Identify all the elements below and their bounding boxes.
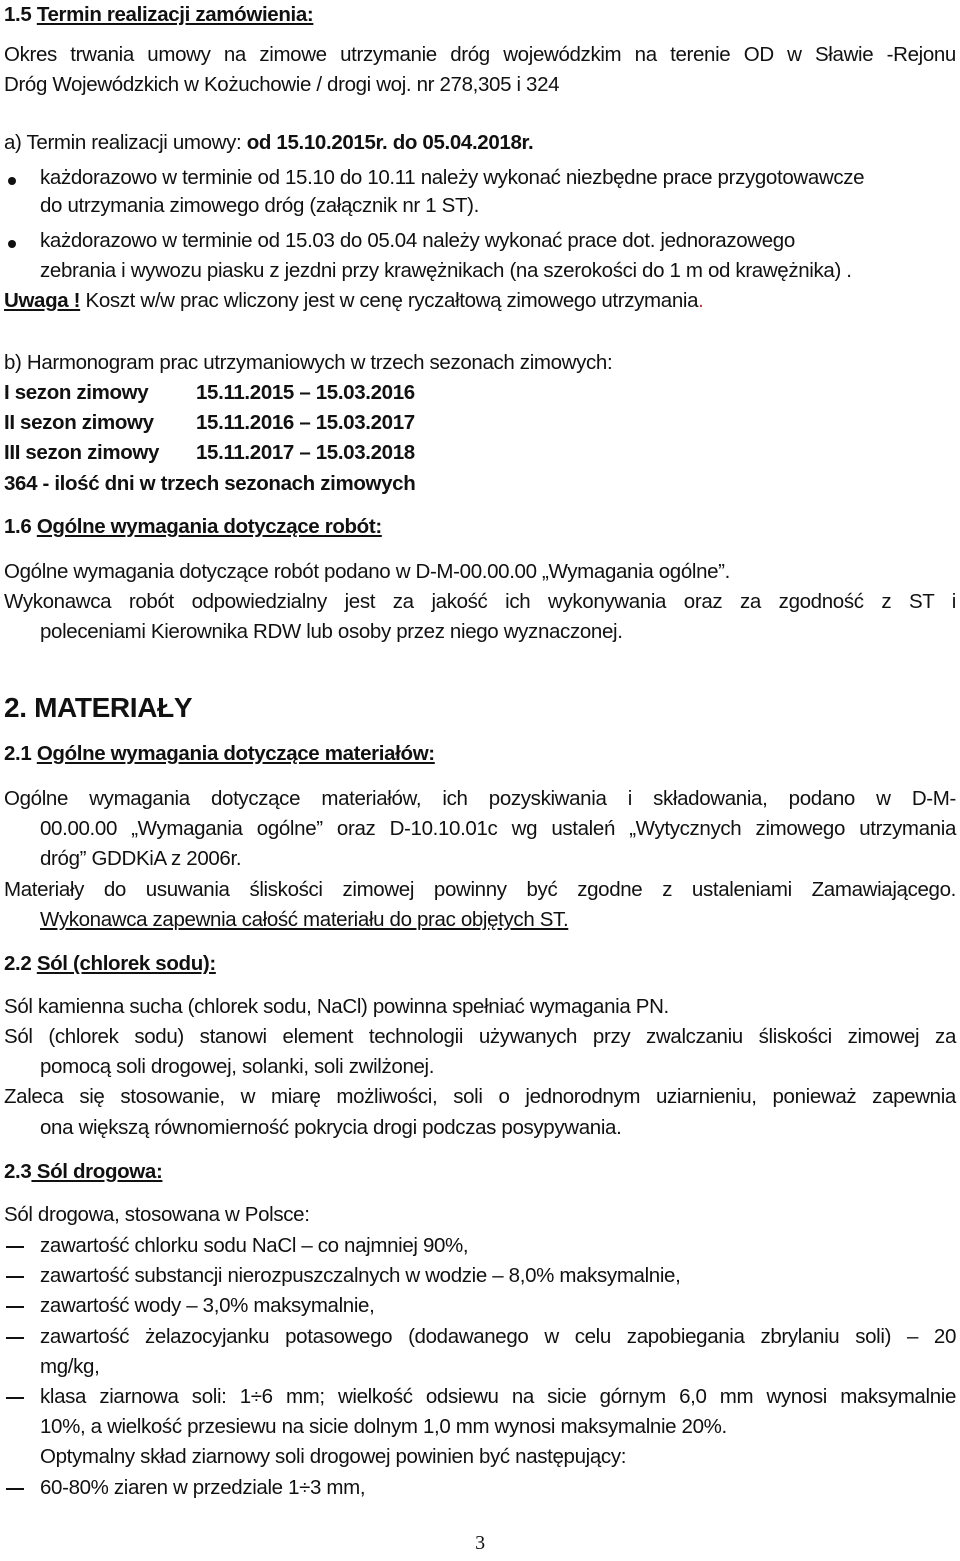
paragraph-line: Okres trwania umowy na zimowe utrzymanie dróg wojewódzkim na terenie OD w Sławie -Rejonu bbox=[4, 43, 956, 66]
bullet-item-line: do utrzymania zimowego dróg (załącznik nr 1 ST). bbox=[40, 194, 479, 217]
season-row bbox=[4, 381, 956, 405]
note-dot: . bbox=[698, 289, 704, 312]
paragraph-line: Dróg Wojewódzkich w Kożuchowie / drogi woj. nr 278,305 i 324 bbox=[4, 73, 560, 96]
paragraph-line: Sól drogowa, stosowana w Polsce: bbox=[4, 1203, 310, 1226]
bullet-icon bbox=[8, 177, 16, 185]
paragraph-line: Ogólne wymagania dotyczące robót podano w D-M-00.00.00 „Wymagania ogólne”. bbox=[4, 560, 730, 583]
season-label: III sezon zimowy bbox=[4, 441, 160, 464]
section-title: Ogólne wymagania dotyczące materiałów: bbox=[36, 742, 435, 765]
schedule-title: b) Harmonogram prac utrzymaniowych w trzech sezonach zimowych: bbox=[4, 351, 613, 374]
dash-item-line: zawartość substancji nierozpuszczalnych w wodzie – 8,0% maksymalnie, bbox=[40, 1264, 681, 1287]
paragraph-line: poleceniami Kierownika RDW lub osoby przez niego wyznaczonej. bbox=[40, 620, 623, 643]
paragraph-line: ona większą równomierność pokrycia drogi podczas posypywania. bbox=[40, 1116, 622, 1139]
bullet-item-line: każdorazowo w terminie od 15.10 do 10.11 należy wykonać niezbędne prace przygotowawcze bbox=[40, 166, 865, 189]
dash-item-line: 60-80% ziaren w przedziale 1÷3 mm, bbox=[40, 1476, 366, 1499]
dash-item-line: zawartość chlorku sodu NaCl – co najmniej 90%, bbox=[40, 1234, 469, 1257]
paragraph-line: 00.00.00 „Wymagania ogólne” oraz D-10.10.01c wg ustaleń „Wytycznych zimowego utrzymania bbox=[40, 817, 956, 840]
paragraph-line: Optymalny skład ziarnowy soli drogowej powinien być następujący: bbox=[40, 1445, 627, 1468]
paragraph-line: Materiały do usuwania śliskości zimowej powinny być zgodne z ustaleniami Zamawiającego. bbox=[4, 878, 956, 901]
contract-term-label: a) Termin realizacji umowy: bbox=[4, 131, 247, 154]
section-number: 2.1 bbox=[4, 742, 32, 765]
dash-icon bbox=[6, 1488, 24, 1490]
paragraph-line: Wykonawca robót odpowiedzialny jest za jakość ich wykonywania oraz za zgodność z ST i bbox=[4, 590, 956, 613]
dash-item-line: zawartość wody – 3,0% maksymalnie, bbox=[40, 1294, 375, 1317]
section-number: 2.3 bbox=[4, 1160, 32, 1183]
season-range: 15.11.2015 – 15.03.2016 bbox=[196, 381, 415, 404]
section-1-5-heading bbox=[4, 3, 956, 27]
page-number: 3 bbox=[475, 1532, 485, 1554]
section-title: Termin realizacji zamówienia: bbox=[36, 3, 314, 26]
dash-icon bbox=[6, 1306, 24, 1308]
note-label: Uwaga ! bbox=[4, 289, 81, 312]
section-title: Ogólne wymagania dotyczące robót: bbox=[36, 515, 382, 538]
section-title: Sól drogowa: bbox=[31, 1160, 163, 1183]
paragraph-line: pomocą soli drogowej, solanki, soli zwilżonej. bbox=[40, 1055, 435, 1078]
dash-item-line: zawartość żelazocyjanku potasowego (dodawanego w celu zapobiegania zbrylaniu soli) – 20 bbox=[40, 1325, 956, 1348]
note-text: Koszt w/w prac wliczony jest w cenę ryczałtową zimowego utrzymania bbox=[80, 289, 699, 312]
dash-icon bbox=[6, 1337, 24, 1339]
paragraph-line: Ogólne wymagania dotyczące materiałów, ich pozyskiwania i składowania, podano w D-M- bbox=[4, 787, 956, 810]
contract-term-dates: od 15.10.2015r. do 05.04.2018r. bbox=[246, 131, 534, 154]
section-title: Sól (chlorek sodu): bbox=[36, 952, 216, 975]
season-label: I sezon zimowy bbox=[4, 381, 149, 404]
section-number: 2.2 bbox=[4, 952, 32, 975]
section-number: 1.5 bbox=[4, 3, 32, 26]
paragraph-line: Sól (chlorek sodu) stanowi element technologii używanych przy zwalczaniu śliskości zimowej za bbox=[4, 1025, 956, 1048]
section-2-1-heading bbox=[4, 742, 956, 766]
paragraph-line: Wykonawca zapewnia całość materiału do prac objętych ST. bbox=[40, 908, 569, 931]
season-range: 15.11.2016 – 15.03.2017 bbox=[196, 411, 415, 434]
days-count: 364 - ilość dni w trzech sezonach zimowych bbox=[4, 472, 416, 495]
paragraph-line: Zaleca się stosowanie, w miarę możliwości, soli o jednorodnym uziarnieniu, ponieważ zapewnia bbox=[4, 1085, 956, 1108]
paragraph-line: Sól kamienna sucha (chlorek sodu, NaCl) powinna spełniać wymagania PN. bbox=[4, 995, 669, 1018]
dash-icon bbox=[6, 1246, 24, 1248]
season-range: 15.11.2017 – 15.03.2018 bbox=[196, 441, 415, 464]
section-number: 1.6 bbox=[4, 515, 32, 538]
chapter-2-heading: 2. MATERIAŁY bbox=[4, 692, 193, 723]
section-2-3-heading bbox=[4, 1160, 956, 1184]
note-line bbox=[4, 289, 956, 313]
season-label: II sezon zimowy bbox=[4, 411, 154, 434]
bullet-item-line: każdorazowo w terminie od 15.03 do 05.04 należy wykonać prace dot. jednorazowego bbox=[40, 229, 795, 252]
dash-icon bbox=[6, 1397, 24, 1399]
dash-icon bbox=[6, 1276, 24, 1278]
dash-item-line: klasa ziarnowa soli: 1÷6 mm; wielkość odsiewu na sicie górnym 6,0 mm wynosi maksymalnie bbox=[40, 1385, 956, 1408]
dash-item-line: mg/kg, bbox=[40, 1355, 100, 1378]
bullet-icon bbox=[8, 240, 16, 248]
season-row bbox=[4, 411, 956, 435]
dash-item-line: 10%, a wielkość przesiewu na sicie dolnym 1,0 mm wynosi maksymalnie 20%. bbox=[40, 1415, 727, 1438]
section-1-6-heading bbox=[4, 515, 956, 539]
season-row bbox=[4, 441, 956, 465]
bullet-item-line: zebrania i wywozu piasku z jezdni przy krawężnikach (na szerokości do 1 m od krawężnika) . bbox=[40, 259, 852, 282]
section-2-2-heading bbox=[4, 952, 956, 976]
paragraph-line: dróg” GDDKiA z 2006r. bbox=[40, 847, 242, 870]
contract-term-line bbox=[4, 131, 956, 155]
